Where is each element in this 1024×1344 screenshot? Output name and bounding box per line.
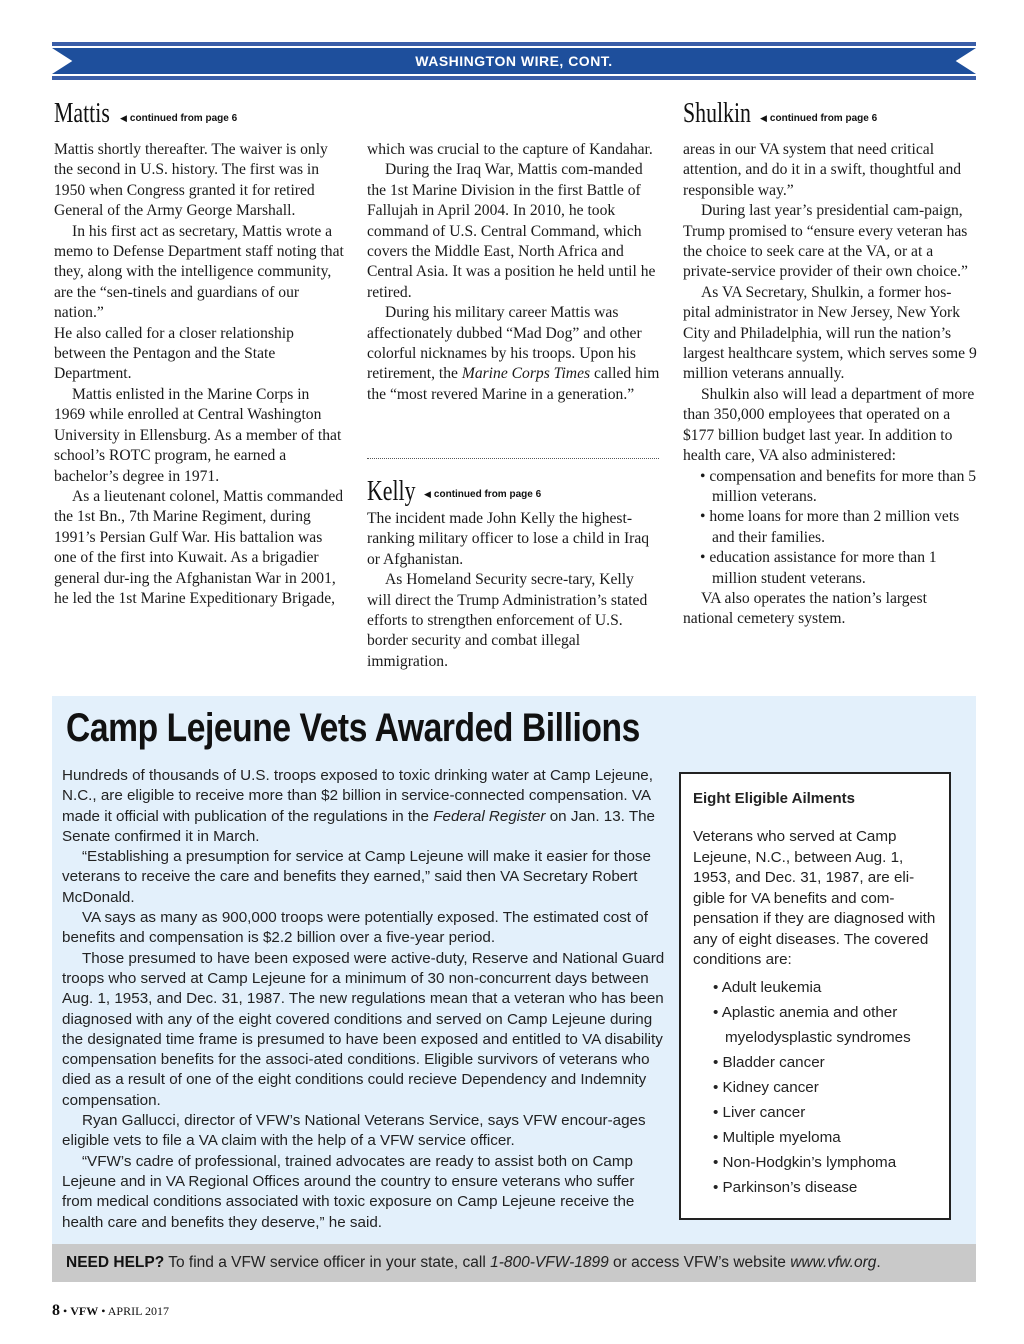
paragraph: “Establishing a presumption for service at Camp Lejeune will make it easier for those veterans to receive the care and benefits they earned,” said then VA Secretary Robert McDonald.	[62, 848, 651, 906]
left-arrow-icon: ◀	[760, 113, 767, 123]
list-item: • Non-Hodgkin’s lymphoma	[713, 1153, 897, 1171]
sidebar-intro: Veterans who served at Camp Lejeune, N.C., between Aug. 1, 1953, and Dec. 31, 1987, are eli-gible for VA benefits and com-pensation if they are diagnosed with any of eight diseases. The covered conditions are:	[693, 828, 936, 968]
paragraph: “VFW’s cadre of professional, trained advocates are ready to assist both on Camp Lejeune and in VA Regional Offices around the country to ensure veterans who suffer from medical conditions associated with toxic exposure on Camp Lejeune receive the health care and benefits they deserve,” he said.	[62, 1152, 635, 1231]
mattis-column-1	[54, 140, 344, 609]
paragraph: As VA Secretary, Shulkin, a former hos-pital administrator in New Jersey, New York City and Philadelphia, will run the nation’s largest healthcare system, which serves some 9 million veterans annually.	[683, 283, 977, 383]
help-text-end: .	[876, 1254, 881, 1271]
mattis-continued-note	[120, 113, 237, 124]
paragraph: The incident made John Kelly the highest-ranking military officer to lose a child in Iraq or Afghanistan.	[367, 510, 650, 568]
mattis-column-2	[367, 140, 661, 405]
publication-name: Marine Corps Times	[461, 365, 591, 383]
continued-label: continued from page 6	[433, 489, 542, 500]
paragraph-text: on Jan. 13. The Senate confirmed it in March.	[62, 807, 656, 845]
paragraph	[367, 303, 661, 405]
page-number: 8	[52, 1302, 60, 1319]
ailment-name: Aplastic anemia and other myelodysplastic syndromes	[721, 1003, 911, 1046]
article-title: Camp Lejeune Vets Awarded Billions	[66, 706, 640, 750]
publication-name: Federal Register	[433, 807, 546, 825]
ailment-name: Liver cancer	[722, 1103, 806, 1121]
help-text: To find a VFW service officer in your state, call	[168, 1254, 486, 1271]
banner-rule-top	[52, 42, 976, 46]
paragraph: Shulkin also will lead a department of more than 350,000 employees that operated on a $177 billion budget last year. In addition to health care, VA also administered:	[683, 385, 975, 465]
list-item: • Aplastic anemia and other myelodysplastic syndromes	[713, 1003, 911, 1046]
footer-separator: •	[101, 1304, 106, 1318]
left-arrow-icon: ◀	[120, 113, 127, 123]
paragraph: areas in our VA system that need critical attention, and do it in a swift, thoughtful and responsible way.”	[683, 141, 962, 199]
mattis-heading: Mattis	[54, 98, 110, 129]
footer-separator: •	[63, 1304, 68, 1318]
paragraph-text: Hundreds of thousands of U.S. troops exposed to toxic drinking water at Camp Lejeune, N.C., are eligible to receive more than $2 billion in service-connected compensation. VA made it official with publication of the regulations in the	[62, 767, 653, 825]
kelly-column	[367, 509, 661, 672]
list-item: • Parkinson’s disease	[713, 1178, 858, 1196]
shulkin-continued-note	[760, 113, 877, 124]
sidebar-title: Eight Eligible Ailments	[693, 790, 855, 807]
paragraph: Ryan Gallucci, director of VFW’s National Veterans Service, says VFW encour-ages eligible vets to file a VA claim with the help of a VFW service officer.	[62, 1112, 646, 1150]
paragraph: Mattis enlisted in the Marine Corps in 1969 while enrolled at Central Washington University in Ellensburg. As a member of that school’s ROTC program, he earned a bachelor’s degree in 1971.	[54, 385, 342, 485]
continued-label: continued from page 6	[129, 113, 238, 124]
list-item: • Multiple myeloma	[713, 1128, 841, 1146]
list-item: • Liver cancer	[713, 1103, 806, 1121]
paragraph: As a lieutenant colonel, Mattis commanded the 1st Bn., 7th Marine Regiment, during 1991’s Persian Gulf War. His battalion was one of the first into Kuwait. As a brigadier general dur-ing the Afghanistan War in 2001, he led the 1st Marine Expeditionary Brigade,	[54, 487, 344, 607]
help-text: or access VFW’s website	[613, 1254, 786, 1271]
article-body	[62, 766, 666, 1233]
section-divider	[367, 458, 659, 459]
bullet-text: home loans for more than 2 million vets and their families.	[709, 508, 960, 546]
bullet-item: • compensation and benefits for more than 5 million veterans.	[700, 467, 977, 505]
bullet-text: education assistance for more than 1 million student veterans.	[709, 549, 937, 587]
paragraph: Mattis shortly thereafter. The waiver is only the second in U.S. history. The first was in 1950 when Congress granted it for retired General of the Army George Marshall.	[54, 141, 328, 220]
ailment-name: Multiple myeloma	[722, 1128, 841, 1146]
section-banner	[52, 42, 976, 80]
ailment-name: Non-Hodgkin’s lymphoma	[722, 1153, 897, 1171]
paragraph: VA also operates the nation’s largest national cemetery system.	[683, 589, 927, 628]
ailment-name: Parkinson’s disease	[722, 1178, 858, 1196]
paragraph: During the Iraq War, Mattis com-manded the 1st Marine Division in the first Battle of Fallujah in April 2004. In 2010, he took command of U.S. Central Command, which covers the Middle East, North Africa and Central Asia. It was a position he held until he retired.	[367, 161, 656, 301]
ailment-list	[693, 975, 937, 1200]
shulkin-heading: Shulkin	[683, 98, 751, 129]
left-arrow-icon: ◀	[424, 489, 431, 499]
page-footer	[52, 1302, 169, 1320]
ailment-name: Bladder cancer	[722, 1053, 825, 1071]
kelly-continued-note	[424, 489, 541, 500]
magazine-name: VFW	[70, 1304, 99, 1318]
help-website-link[interactable]: www.vfw.org	[790, 1254, 877, 1271]
shulkin-column	[683, 140, 977, 630]
ailment-name: Adult leukemia	[721, 978, 822, 996]
help-label: NEED HELP?	[66, 1254, 165, 1271]
banner-rule-bottom	[52, 76, 976, 80]
list-item: • Kidney cancer	[713, 1078, 819, 1096]
list-item: • Adult leukemia	[713, 978, 822, 996]
paragraph: During last year’s presidential cam-paign, Trump promised to “ensure every veteran has the choice to seek care at the VA, or at a private-service provider of their own choice.”	[683, 202, 968, 281]
bullet-item: • home loans for more than 2 million vets and their families.	[700, 508, 960, 546]
paragraph: As Homeland Security secre-tary, Kelly will direct the Trump Administration’s stated efforts to strengthen enforcement of U.S. border security and combat illegal immigration.	[367, 571, 648, 670]
banner-title: WASHINGTON WIRE, CONT.	[415, 53, 613, 69]
paragraph: He also called for a closer relationship between the Pentagon and the State Department.	[54, 324, 294, 383]
paragraph-text: called him the “most revered Marine in a generation.”	[367, 365, 660, 403]
kelly-heading: Kelly	[367, 476, 416, 507]
eligible-ailments-sidebar	[679, 772, 951, 1220]
bullet-text: compensation and benefits for more than 5 million veterans.	[709, 467, 977, 505]
paragraph-text: During his military career Mattis was affectionately dubbed “Mad Dog” and other colorful nicknames by his troops. Upon his retirement, the	[367, 304, 642, 383]
ailment-name: Kidney cancer	[722, 1078, 819, 1096]
list-item: • Bladder cancer	[713, 1053, 825, 1071]
help-phone[interactable]: 1-800-VFW-1899	[490, 1254, 609, 1271]
paragraph	[62, 766, 666, 847]
bullet-item: • education assistance for more than 1 million student veterans.	[700, 549, 937, 587]
paragraph: which was crucial to the capture of Kandahar.	[367, 141, 653, 158]
paragraph: VA says as many as 900,000 troops were potentially exposed. The estimated cost of benefits and compensation is $2.2 billion over a five-year period.	[62, 909, 648, 947]
need-help-bar	[52, 1244, 976, 1282]
paragraph: Those presumed to have been exposed were active-duty, Reserve and National Guard troops who served at Camp Lejeune for a minimum of 30 non-concurrent days between Aug. 1, 1953, and Dec. 31, 1987. The new regulations mean that a veteran who has been diagnosed with any of the eight covered conditions and served on Camp Lejeune during the designated time frame is presumed to have been exposed and entitled to VA disability compensation benefits for the associ-ated conditions. Eligible survivors of veterans who died as a result of one of the eight conditions could recieve Dependency and Indemnity compensation.	[62, 949, 665, 1109]
continued-label: continued from page 6	[769, 113, 878, 124]
issue-date: APRIL 2017	[107, 1304, 169, 1318]
camp-lejeune-article	[52, 696, 976, 1244]
paragraph: In his first act as secretary, Mattis wrote a memo to Defense Department staff noting that they, along with the intelligence community, are the “sen-tinels and guardians of our nation.”	[54, 222, 344, 322]
